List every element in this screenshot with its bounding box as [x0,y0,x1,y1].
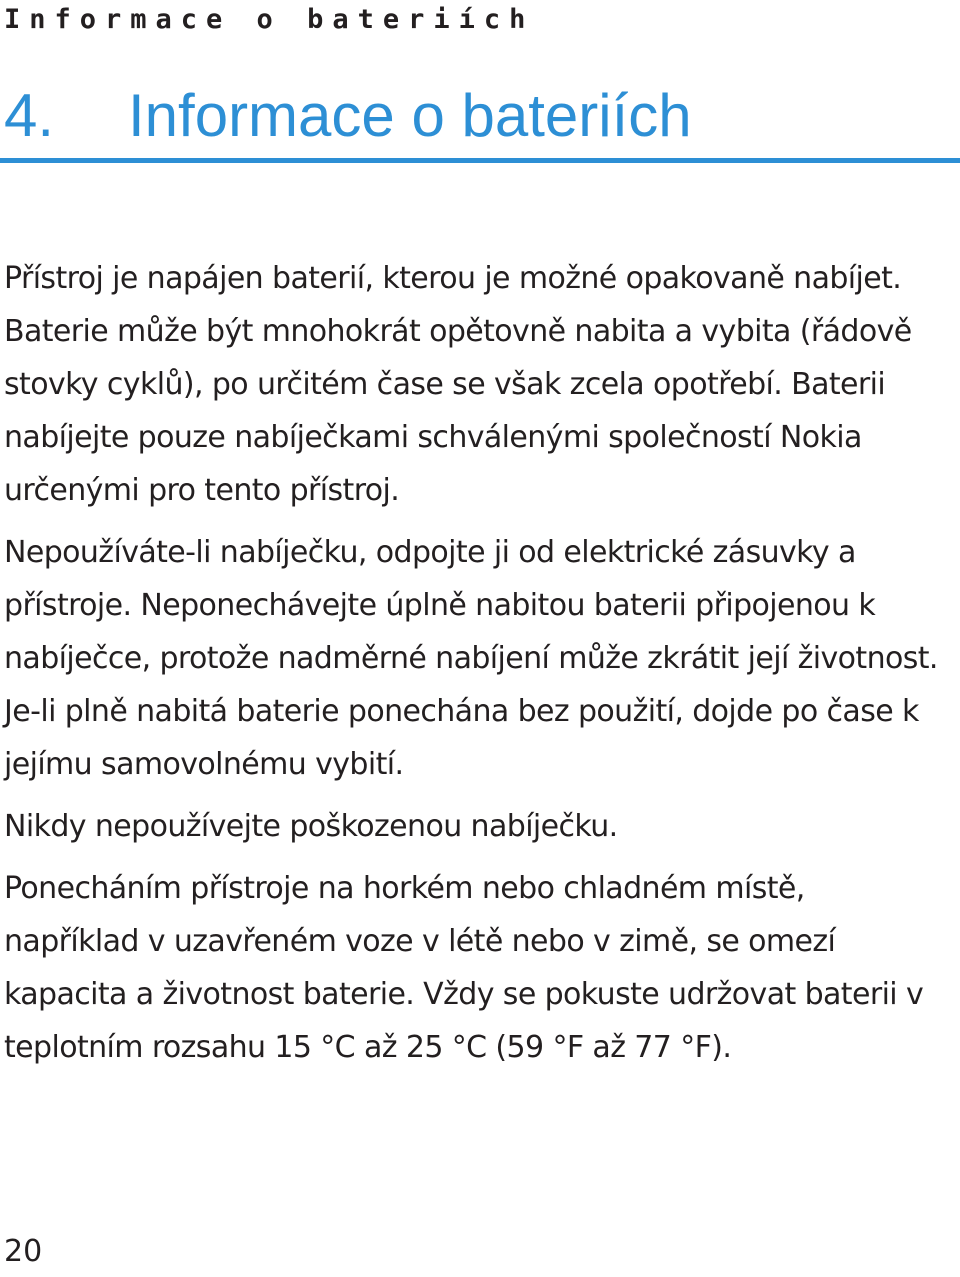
page-number: 20 [4,1234,43,1269]
body-text [4,252,944,1083]
paragraph-battery-charging: Přístroj je napájen baterií, kterou je možné opakovaně nabíjet. Baterie může být mnohokrát opětovně nabita a vybita (řádově stovky cyklů), po určitém čase se však zcela opotřebí. Baterii nabíjejte pouze nabíječkami schválenými společností Nokia určenými pro tento přístroj. [4,261,912,508]
chapter-title [4,78,692,154]
paragraph-charger-unplug: Nepoužíváte-li nabíječku, odpojte ji od elektrické zásuvky a přístroje. Neponechávejte úplně nabitou baterii připojenou k nabíječce, protože nadměrné nabíjení může zkrátit její životnost. Je-li plně nabitá baterie ponechána bez použití, dojde po čase k jejímu samovolnému vybití. [4,535,938,782]
running-header: Informace o bateriích [4,4,535,35]
chapter-title-text: Informace o bateriích [128,82,692,149]
paragraph-damaged-charger: Nikdy nepoužívejte poškozenou nabíječku. [4,809,618,844]
paragraph-temperature: Ponecháním přístroje na horkém nebo chladném místě, například v uzavřeném voze v létě nebo v zimě, se omezí kapacita a životnost baterie. Vždy se pokuste udržovat baterii v teplotním rozsahu 15 °C až 25 °C (59 °F až 77 °F). [4,871,924,1065]
chapter-number: 4. [4,82,55,149]
title-divider [0,158,960,163]
